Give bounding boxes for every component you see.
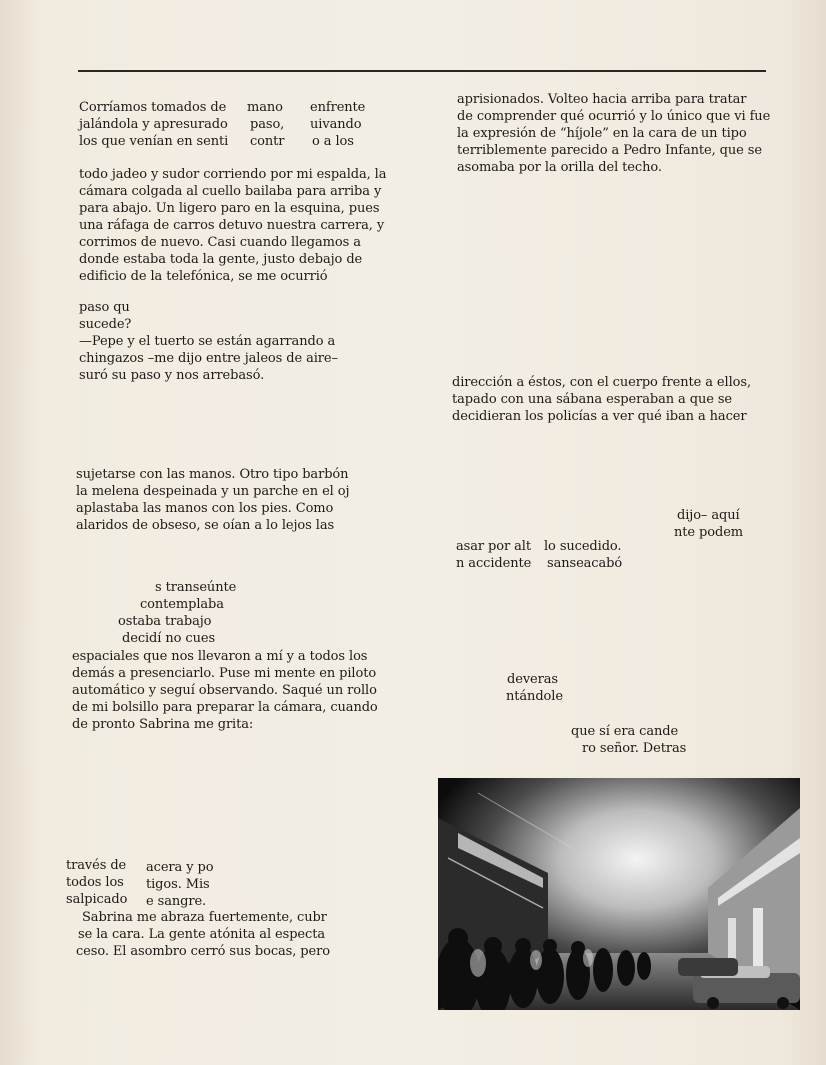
text-line: para abajo. Un ligero paro en la esquina, pues (79, 201, 380, 216)
text-line: n accidente (456, 556, 532, 571)
text-line: contr (250, 134, 285, 149)
text-line: aprisionados. Volteo hacia arriba para tratar (457, 92, 747, 107)
text-line: tigos. Mis (146, 877, 210, 892)
text-line: demás a presenciarlo. Puse mi mente en piloto (72, 666, 377, 681)
text-line: ceso. El asombro cerró sus bocas, pero (76, 944, 330, 959)
text-line: dirección a éstos, con el cuerpo frente a ellos, (452, 375, 751, 390)
text-line: asomaba por la orilla del techo. (457, 160, 662, 175)
text-line: los que venían en senti (79, 134, 229, 149)
text-line: espaciales que nos llevaron a mí y a todos los (72, 649, 368, 664)
text-line: sanseacabó (547, 556, 623, 571)
text-line: decidí no cues (122, 631, 216, 646)
text-line: Corríamos tomados de (79, 100, 227, 115)
text-line: contemplaba (140, 597, 224, 612)
text-line: jalándola y apresurado (79, 117, 228, 132)
text-line: paso, (250, 117, 285, 132)
text-line: uivando (310, 117, 362, 132)
text-line: dijo– aquí (677, 508, 740, 523)
text-line: suró su paso y nos arrebasó. (79, 368, 265, 383)
text-line: de pronto Sabrina me grita: (72, 717, 254, 732)
text-line: decidieran los policías a ver qué iban a hacer (452, 409, 747, 424)
text-line: de mi bolsillo para preparar la cámara, cuando (72, 700, 378, 715)
text-line: sujetarse con las manos. Otro tipo barbón (76, 467, 349, 482)
text-line: todos los (66, 875, 124, 890)
text-line: aplastaba las manos con los pies. Como (76, 501, 334, 516)
text-line: deveras (507, 672, 558, 687)
text-line: ro señor. Detras (582, 741, 687, 756)
text-line: s transeúnte (155, 580, 237, 595)
text-line: mano (247, 100, 283, 115)
text-line: todo jadeo y sudor corriendo por mi espalda, la (79, 167, 387, 182)
street-crowd-photo (438, 778, 800, 1010)
text-line: cámara colgada al cuello bailaba para arriba y (79, 184, 382, 199)
text-line: enfrente (310, 100, 366, 115)
text-line: alaridos de obseso, se oían a lo lejos las (76, 518, 335, 533)
text-line: —Pepe y el tuerto se están agarrando a (79, 334, 336, 349)
text-line: donde estaba toda la gente, justo debajo de (79, 252, 363, 267)
text-line: la expresión de “híjole” en la cara de un tipo (457, 126, 747, 141)
text-line: la melena despeinada y un parche en el oj (76, 484, 350, 499)
text-line: edificio de la telefónica, se me ocurrió (79, 269, 328, 284)
text-line: ntándole (506, 689, 563, 704)
text-line: o a los (312, 134, 354, 149)
text-line: se la cara. La gente atónita al especta (78, 927, 325, 942)
text-line: sucede? (79, 317, 132, 332)
text-line: asar por alt (456, 539, 531, 554)
top-rule (78, 70, 766, 72)
text-line: nte podem (674, 525, 744, 540)
text-line: corrimos de nuevo. Casi cuando llegamos a (79, 235, 361, 250)
text-line: que sí era cande (571, 724, 679, 739)
text-line: lo sucedido. (544, 539, 622, 554)
text-line: e sangre. (146, 894, 207, 909)
text-line: través de (66, 858, 127, 873)
text-line: una ráfaga de carros detuvo nuestra carrera, y (79, 218, 385, 233)
text-line: automático y seguí observando. Saqué un rollo (72, 683, 377, 698)
text-line: acera y po (146, 860, 214, 875)
text-line: paso qu (79, 300, 130, 315)
text-line: tapado con una sábana esperaban a que se (452, 392, 733, 407)
text-line: ostaba trabajo (118, 614, 212, 629)
text-line: salpicado (66, 892, 128, 907)
text-line: de comprender qué ocurrió y lo único que vi fue (457, 109, 771, 124)
text-line: terriblemente parecido a Pedro Infante, que se (457, 143, 762, 158)
text-line: Sabrina me abraza fuertemente, cubr (82, 910, 327, 925)
text-line: chingazos –me dijo entre jaleos de aire– (79, 351, 338, 366)
